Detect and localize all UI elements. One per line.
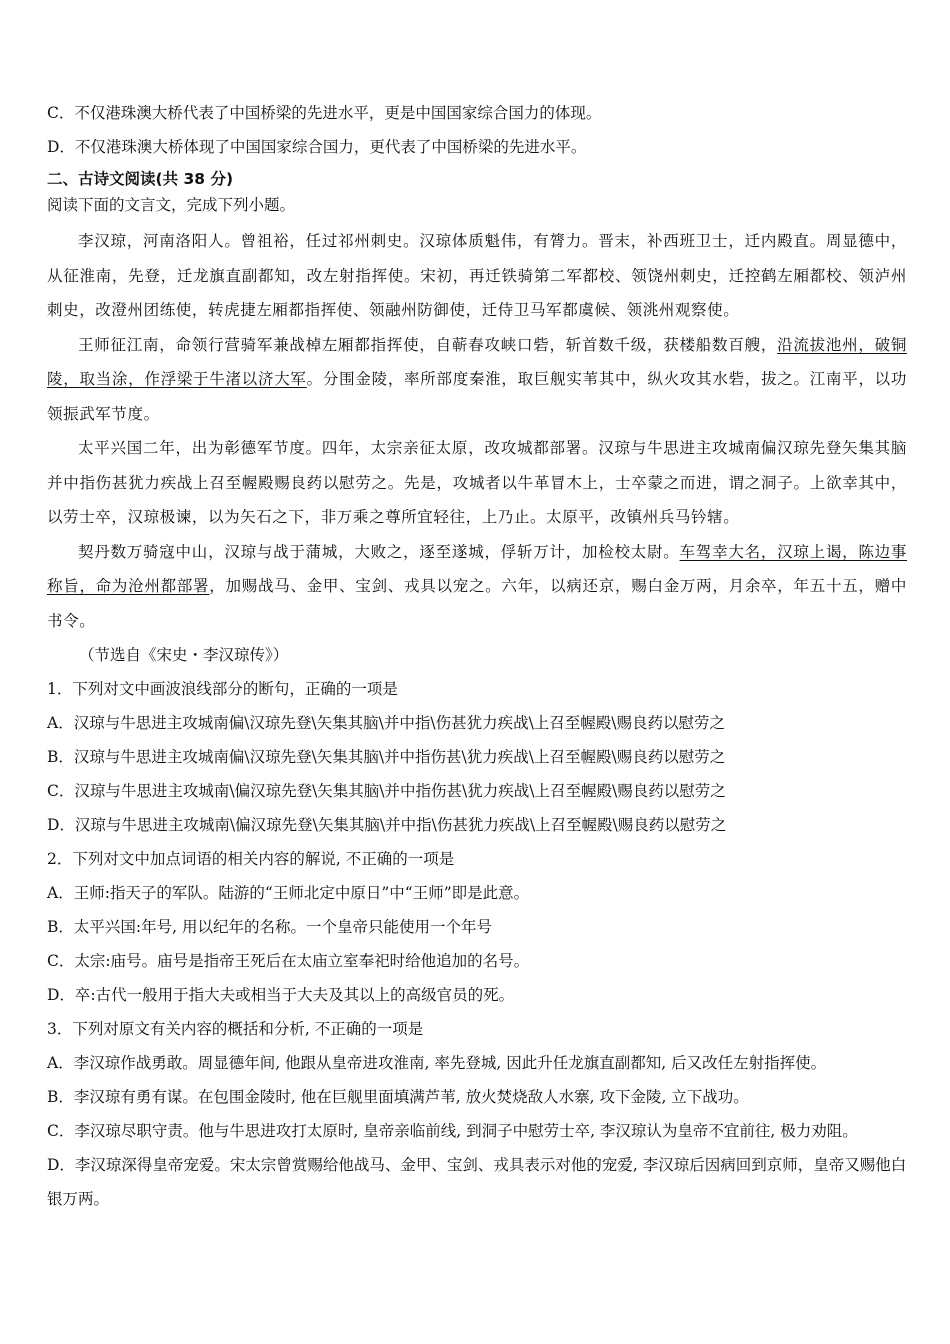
q3-option-c: C．李汉琼尽职守责。他与牛思进攻打太原时, 皇帝亲临前线, 到洞子中慰劳士卒, 李汉琼认为皇帝不宜前往, 极力劝阻。	[47, 1122, 858, 1140]
prev-option-d: D．不仅港珠澳大桥体现了中国国家综合国力，更代表了中国桥梁的先进水平。	[47, 138, 587, 156]
q2-stem: 2．下列对文中加点词语的相关内容的解说, 不正确的一项是	[47, 850, 455, 868]
section-instruction: 阅读下面的文言文，完成下列小题。	[47, 196, 296, 214]
q2-option-d: D．卒:古代一般用于指大夫或相当于大夫及其以上的高级官员的死。	[47, 986, 515, 1004]
passage-source: （节选自《宋史・李汉琼传》）	[79, 646, 289, 664]
underlined-phrase-1: 沿流拔池州，破铜陵，取当涂，作浮梁于牛渚以济大军	[47, 335, 907, 388]
prev-option-c: C．不仅港珠澳大桥代表了中国桥梁的先进水平，更是中国国家综合国力的体现。	[47, 104, 602, 122]
q1-stem: 1．下列对文中画波浪线部分的断句，正确的一项是	[47, 680, 398, 698]
exam-page	[47, 96, 907, 1216]
q3-option-a: A．李汉琼作战勇敢。周显德年间, 他跟从皇帝进攻淮南, 率先登城, 因此升任龙旗直副都知, 后又改任左射指挥使。	[47, 1054, 827, 1072]
q2-option-b: B．太平兴国:年号, 用以纪年的名称。一个皇帝只能使用一个年号	[47, 918, 492, 936]
underlined-phrase-2: 车驾幸大名，汉琼上谒，陈边事称旨，命为沧州都部署	[47, 542, 907, 595]
q3-option-d: D．李汉琼深得皇帝宠爱。宋太宗曾赏赐给他战马、金甲、宝剑、戎具表示对他的宠爱, 李汉琼后因病回到京师，皇帝又赐他白银万两。	[47, 1156, 907, 1208]
q1-option-b: B．汉琼与牛思进主攻城南偏\汉琼先登\矢集其脑\并中指伤甚\犹力疾战\上召至幄殿\赐良药以慰劳之	[47, 748, 726, 766]
passage-paragraph-1: 李汉琼，河南洛阳人。曾祖裕，任过祁州刺史。汉琼体质魁伟，有膂力。晋末，补西班卫士，迁内殿直。周显德中，从征淮南，先登，迁龙旗直副都知，改左射指挥使。宋初，再迁铁骑第二军都校、领饶州刺史，迁控鹤左厢都校、领泸州刺史，改澄州团练使，转虎捷左厢都指挥使、领融州防御使，迁侍卫马军都虞候、领洮州观察使。	[47, 232, 907, 319]
q2-option-c: C．太宗:庙号。庙号是指帝王死后在太庙立室奉祀时给他追加的名号。	[47, 952, 530, 970]
q3-stem: 3．下列对原文有关内容的概括和分析, 不正确的一项是	[47, 1020, 424, 1038]
q1-option-c: C．汉琼与牛思进主攻城南\偏汉琼先登\矢集其脑\并中指伤甚\犹力疾战\上召至幄殿\赐良药以慰劳之	[47, 782, 726, 800]
q2-option-a: A．王师:指天子的军队。陆游的“王师北定中原日”中“王师”即是此意。	[47, 884, 530, 902]
passage-paragraph-3: 太平兴国二年，出为彰德军节度。四年，太宗亲征太原，改攻城都部署。汉琼与牛思进主攻城南偏汉琼先登矢集其脑并中指伤甚犹力疾战上召至幄殿赐良药以慰劳之。先是，攻城者以牛革冒木上，士卒蒙之而进，谓之洞子。上欲幸其中，以劳士卒，汉琼极谏，以为矢石之下，非万乘之尊所宜轻往，上乃止。太原平，改镇州兵马钤辖。	[47, 439, 907, 526]
q1-option-d: D．汉琼与牛思进主攻城南\偏汉琼先登\矢集其脑\并中指\伤甚犹力疾战\上召至幄殿\赐良药以慰劳之	[47, 816, 727, 834]
section-title: 二、古诗文阅读(共 38 分)	[47, 170, 234, 188]
passage-paragraph-2: 王师征江南，命领行营骑军兼战棹左厢都指挥使，自蕲春攻峡口砦，斩首数千级，获楼船数百艘，沿流拔池州，破铜陵，取当涂，作浮梁于牛渚以济大军。分围金陵，率所部度秦淮，取巨舰实苇其中，纵火攻其水砦，拔之。江南平，以功领振武军节度。	[47, 335, 908, 423]
passage-paragraph-4: 契丹数万骑寇中山，汉琼与战于蒲城，大败之，逐至遂城，俘斩万计，加检校太尉。车驾幸大名，汉琼上谒，陈边事称旨，命为沧州都部署，加赐战马、金甲、宝剑、戎具以宠之。六年，以病还京，赐白金万两，月余卒，年五十五，赠中书令。	[47, 542, 907, 630]
q1-option-a: A．汉琼与牛思进主攻城南偏\汉琼先登\矢集其脑\并中指\伤甚犹力疾战\上召至幄殿\赐良药以慰劳之	[47, 714, 726, 732]
q3-option-b: B．李汉琼有勇有谋。在包围金陵时, 他在巨舰里面填满芦苇, 放火焚烧敌人水寨, 攻下金陵, 立下战功。	[47, 1088, 749, 1106]
